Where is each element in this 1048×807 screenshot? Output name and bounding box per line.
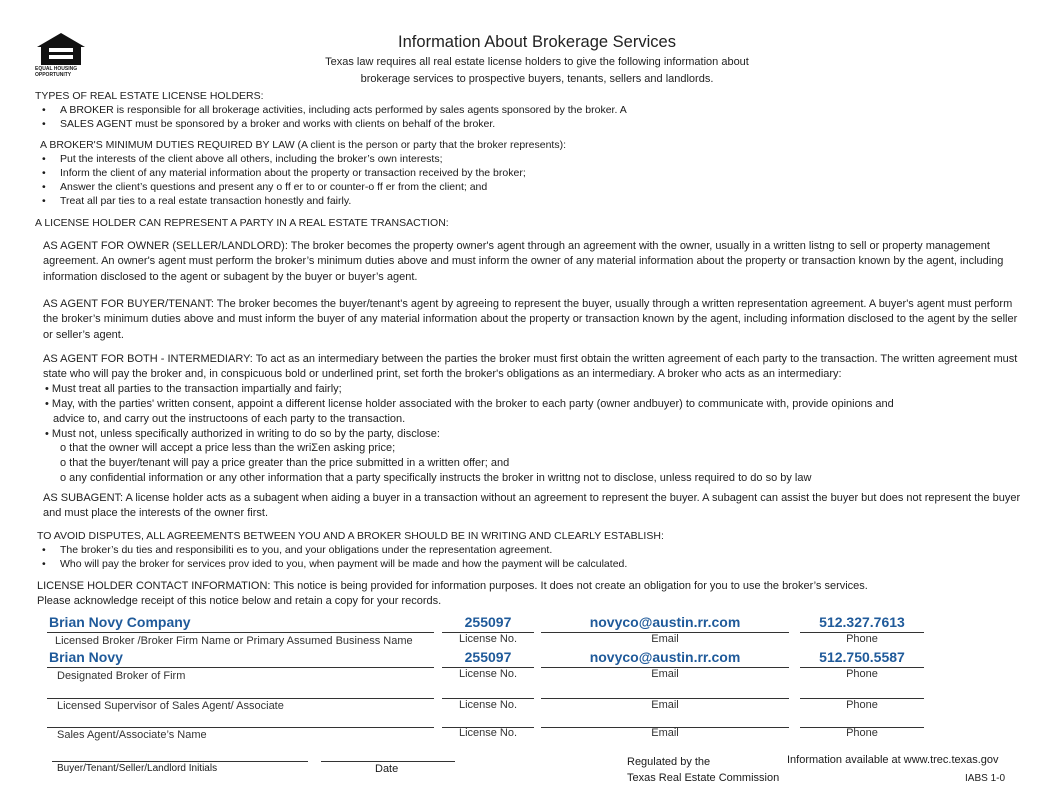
initials-line[interactable] — [52, 761, 308, 762]
duties-item: • Inform the client of any material information about the property or transaction received by the broker; — [42, 167, 526, 179]
license-label: License No. — [458, 633, 518, 645]
phone-label: Phone — [846, 668, 878, 680]
types-item: • SALES AGENT must be sponsored by a broker and works with clients on behalf of the broker. — [42, 118, 496, 130]
designated-license[interactable]: 255097 — [464, 649, 512, 665]
phone-label: Phone — [846, 727, 878, 739]
date-label: Date — [375, 763, 399, 775]
duties-item: • Treat all par ties to a real estate transaction honestly and fairly. — [42, 195, 352, 207]
page-title: Information About Brokerage Services — [398, 33, 676, 51]
supervisor-label: Licensed Supervisor of Sales Agent/ Associate — [57, 700, 284, 712]
intermediary-item: advice to, and carry out the instructoons of each party to the transaction. — [53, 413, 406, 425]
phone-label: Phone — [846, 699, 878, 711]
disputes-item: • Who will pay the broker for services prov ided to you, when payment will be made and how the payment will be calculated. — [42, 558, 628, 570]
intermediary-item: • Must not, unless specifically authorized in writing to do so by the party, disclose: — [45, 428, 440, 440]
broker-phone[interactable]: 512.327.7613 — [819, 614, 905, 630]
intermediary-item: • Must treat all parties to the transaction impartially and fairly; — [45, 383, 342, 395]
contact-ack: Please acknowledge receipt of this notice below and retain a copy for your records. — [37, 595, 442, 607]
trec-info-link[interactable]: Information available at www.trec.texas.gov — [787, 754, 999, 766]
types-item: • A BROKER is responsible for all brokerage activities, including acts performed by sales agents sponsored by the broker. A — [42, 104, 627, 116]
license-label: License No. — [458, 727, 518, 739]
logo-text-1: EQUAL HOUSING — [35, 66, 78, 72]
types-heading: TYPES OF REAL ESTATE LICENSE HOLDERS: — [35, 90, 264, 102]
date-line[interactable] — [321, 761, 455, 762]
email-label: Email — [651, 668, 679, 680]
broker-license[interactable]: 255097 — [464, 614, 512, 630]
disputes-item: • The broker’s du ties and responsibiliti es to you, and your obligations under the representation agreement. — [42, 544, 553, 556]
initials-label: Buyer/Tenant/Seller/Landlord Initials — [57, 763, 218, 774]
broker-email[interactable]: novyco@austin.rr.com — [589, 614, 741, 630]
represent-heading: A LICENSE HOLDER CAN REPRESENT A PARTY IN A REAL ESTATE TRANSACTION: — [35, 217, 449, 229]
regulated-line-2: Texas Real Estate Commission — [627, 772, 780, 784]
phone-label: Phone — [846, 633, 878, 645]
broker-firm-name[interactable]: Brian Novy Company — [49, 614, 191, 630]
email-label: Email — [651, 699, 679, 711]
broker-firm-label: Licensed Broker /Broker Firm Name or Primary Assumed Business Name — [55, 635, 413, 647]
disputes-heading: TO AVOID DISPUTES, ALL AGREEMENTS BETWEEN YOU AND A BROKER SHOULD BE IN WRITING AND CLEARLY ESTABLISH: — [37, 530, 664, 542]
email-label: Email — [651, 727, 679, 739]
intermediary-item: • May, with the parties' written consent, appoint a different license holder associated with the broker to each party (owner andbuyer) to communicate with, provide opinions and — [45, 398, 894, 410]
intermediary-subitem: o that the buyer/tenant will pay a price greater than the price submitted in a written offer; and — [60, 457, 510, 469]
designated-broker-label: Designated Broker of Firm — [57, 670, 186, 682]
designated-broker-name[interactable]: Brian Novy — [49, 649, 123, 665]
intro-line-1: Texas law requires all real estate license holders to give the following information about — [325, 56, 749, 68]
email-label: Email — [651, 633, 679, 645]
contact-intro: LICENSE HOLDER CONTACT INFORMATION: This notice is being provided for information purposes. It does not create an obligation for you to use the broker’s services. — [37, 580, 868, 592]
designated-email[interactable]: novyco@austin.rr.com — [589, 649, 741, 665]
intermediary-subitem: o that the owner will accept a price less than the wriΣen asking price; — [60, 442, 396, 454]
intro-line-2: brokerage services to prospective buyers, tenants, sellers and landlords. — [360, 73, 714, 85]
regulated-line-1: Regulated by the — [627, 756, 711, 768]
intermediary-subitem: o any confidential information or any other information that a party specifically instructs the broker in writtng not to disclose, unless required to do so by law — [60, 472, 812, 484]
agent-owner-text: AS AGENT FOR OWNER (SELLER/LANDLORD): The broker becomes the property owner's agent through an agreement with the owner, usually in a written listng to sell or property management agreement. An owner's agent must perform the broker’s minimum duties above and must inform the owner of any material information about the property or transaction known by the agent, including information disclosed to the agent or subagent by the buyer or buyer’s agent. — [43, 240, 1004, 283]
license-label: License No. — [458, 699, 518, 711]
license-label: License No. — [458, 668, 518, 680]
sales-agent-label: Sales Agent/Associate’s Name — [57, 729, 207, 741]
duties-item: • Answer the client’s questions and present any o ff er to or counter-o ff er from the client; and — [42, 181, 488, 193]
agent-buyer-text: AS AGENT FOR BUYER/TENANT: The broker becomes the buyer/tenant's agent by agreeing to represent the buyer, usually through a written representation agreement. A buyer's agent must perform the broker’s minimum duties above and must inform the buyer of any material information about the property or transaction known by the agent, including information disclosed to the agent by the seller or seller’s agent. — [43, 298, 1018, 341]
subagent-text: AS SUBAGENT: A license holder acts as a subagent when aiding a buyer in a transaction without an agreement to represent the buyer. A subagent can assist the buyer but does not represent the buyer and must place the interests of the owner first. — [43, 492, 1021, 520]
logo-text-2: OPPORTUNITY — [35, 72, 72, 78]
designated-phone[interactable]: 512.750.5587 — [819, 649, 905, 665]
intermediary-text: AS AGENT FOR BOTH - INTERMEDIARY: To act as an intermediary between the parties the broker must first obtain the written agreement of each party to the transaction. The written agreement must state who will pay the broker and, in conspicuous bold or underlined print, set forth the broker's obligations as an intermediary. A broker who acts as an intermediary: — [43, 353, 1018, 381]
duties-item: • Put the interests of the client above all others, including the broker’s own interests; — [42, 153, 443, 165]
form-id: IABS 1-0 — [965, 773, 1006, 784]
duties-heading: A BROKER'S MINIMUM DUTIES REQUIRED BY LAW (A client is the person or party that the broker represents): — [40, 139, 567, 151]
